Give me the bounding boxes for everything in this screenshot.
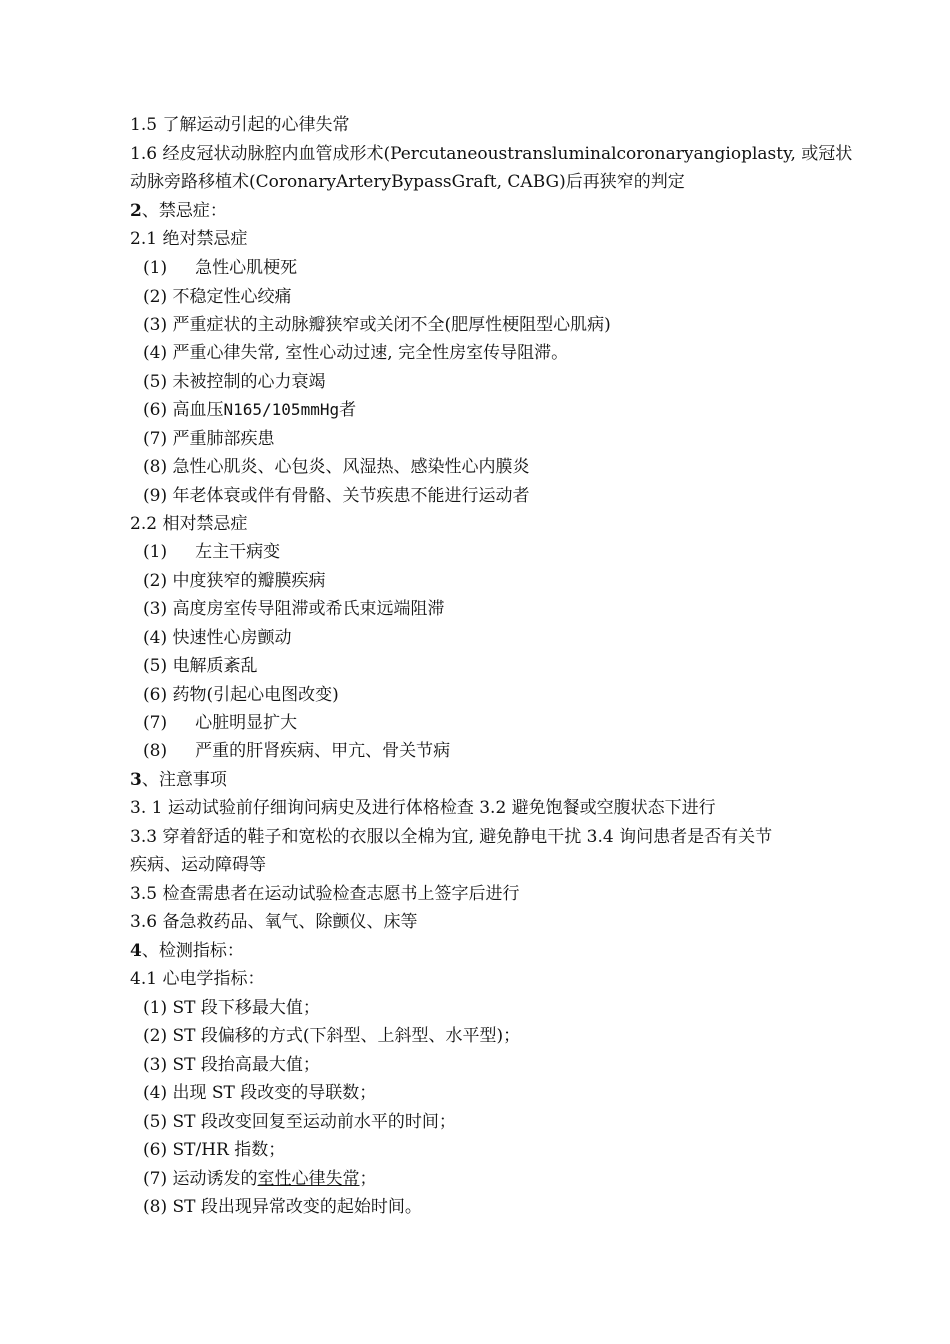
item-number: (3) — [143, 599, 168, 619]
rel-item-7 — [143, 713, 297, 733]
item-number: (4) — [143, 628, 168, 648]
item-text: 出现 ST 段改变的导联数； — [172, 1083, 377, 1103]
abs-item-4 — [143, 343, 568, 363]
item-number: (7) — [143, 713, 168, 733]
item-number: (3) — [143, 315, 168, 335]
abs-item-7 — [143, 429, 275, 449]
abs-item-2 — [143, 287, 292, 307]
rel-item-5 — [143, 656, 258, 676]
rel-item-6 — [143, 685, 339, 705]
blood-pressure-value: N165/105mmHg — [223, 400, 340, 419]
item-number: (8) — [143, 1197, 168, 1217]
heading-number: 3 — [130, 770, 142, 790]
item-number: (4) — [143, 1083, 168, 1103]
abs-item-6 — [143, 400, 356, 420]
line-1-5: 1.5 了解运动引起的心律失常 — [130, 115, 350, 135]
item-number: (1) — [143, 542, 168, 562]
item-text: 急性心肌梗死 — [195, 258, 298, 278]
item-text: 中度狭窄的瓣膜疾病 — [172, 571, 326, 591]
item-text-suffix: 者 — [339, 400, 357, 420]
line-3-3-part2: 疾病、运动障碍等 — [130, 855, 266, 875]
item-text: 急性心肌炎、心包炎、风湿热、感染性心内膜炎 — [172, 457, 530, 477]
item-text: 严重心律失常, 室性心动过速, 完全性房室传导阻滞。 — [172, 343, 569, 363]
item-text: 心脏明显扩大 — [195, 713, 298, 733]
item-number: (6) — [143, 1140, 168, 1160]
subheading-absolute: 2.1 绝对禁忌症 — [130, 229, 248, 249]
subheading-relative: 2.2 相对禁忌症 — [130, 514, 248, 534]
item-text: 高血压 — [172, 400, 224, 420]
heading-indicators — [130, 941, 244, 961]
item-number: (8) — [143, 457, 168, 477]
ecg-item-5 — [143, 1112, 456, 1132]
ecg-item-7 — [143, 1169, 377, 1189]
line-1-6-part1: 1.6 经皮冠状动脉腔内血管成形术(Percutaneoustransluminalcoronaryangioplasty, 或冠状 — [130, 144, 853, 164]
heading-contraindications — [130, 201, 227, 221]
item-text: 严重肺部疾患 — [172, 429, 275, 449]
rel-item-3 — [143, 599, 445, 619]
item-text: 高度房室传导阻滞或希氏束远端阻滞 — [172, 599, 445, 619]
abs-item-5 — [143, 372, 326, 392]
ecg-item-6 — [143, 1140, 285, 1160]
item-text: 严重的肝肾疾病、甲亢、骨关节病 — [195, 741, 451, 761]
ecg-item-4 — [143, 1083, 376, 1103]
item-number: (8) — [143, 741, 168, 761]
item-number: (6) — [143, 400, 168, 420]
item-number: (5) — [143, 1112, 168, 1132]
item-text: 运动诱发的 — [172, 1169, 258, 1189]
item-text: ST 段抬高最大值； — [172, 1055, 320, 1075]
item-text: 左主干病变 — [195, 542, 281, 562]
item-number: (3) — [143, 1055, 168, 1075]
item-text: ST 段偏移的方式(下斜型、上斜型、水平型)； — [172, 1026, 521, 1046]
ecg-item-2 — [143, 1026, 520, 1046]
item-number: (9) — [143, 486, 168, 506]
rel-item-2 — [143, 571, 326, 591]
rel-item-4 — [143, 628, 292, 648]
heading-text: 、检测指标： — [141, 941, 244, 961]
heading-text: 、禁忌症： — [141, 201, 227, 221]
abs-item-9 — [143, 486, 530, 506]
item-number: (1) — [143, 258, 168, 278]
item-number: (6) — [143, 685, 168, 705]
item-text: 未被控制的心力衰竭 — [172, 372, 326, 392]
rel-item-8 — [143, 741, 450, 761]
item-text: ST 段改变回复至运动前水平的时间； — [172, 1112, 456, 1132]
item-text-suffix: ； — [359, 1169, 377, 1189]
line-3-6: 3.6 备急救药品、氧气、除颤仪、床等 — [130, 912, 418, 932]
item-number: (1) — [143, 998, 168, 1018]
ecg-item-8 — [143, 1197, 422, 1217]
item-number: (2) — [143, 287, 168, 307]
item-number: (2) — [143, 571, 168, 591]
line-1-6-part2: 动脉旁路移植术(CoronaryArteryBypassGraft, CABG)后再狭窄的判定 — [130, 172, 685, 192]
line-3-3-part1: 3.3 穿着舒适的鞋子和宽松的衣服以全棉为宜, 避免静电干扰 3.4 询问患者是否有关节 — [130, 827, 773, 847]
subheading-ecg: 4.1 心电学指标： — [130, 969, 265, 989]
rel-item-1 — [143, 542, 280, 562]
item-number: (7) — [143, 1169, 168, 1189]
item-text: ST/HR 指数； — [172, 1140, 286, 1160]
underlined-term: 室性心律失常 — [257, 1169, 360, 1189]
ecg-item-1 — [143, 998, 320, 1018]
item-number: (5) — [143, 656, 168, 676]
line-3-1: 3. 1 运动试验前仔细询问病史及进行体格检查 3.2 避免饱餐或空腹状态下进行 — [130, 798, 716, 818]
abs-item-3 — [143, 315, 611, 335]
line-3-5: 3.5 检查需患者在运动试验检查志愿书上签字后进行 — [130, 884, 520, 904]
item-number: (4) — [143, 343, 168, 363]
item-text: 药物(引起心电图改变) — [172, 685, 339, 705]
item-text: 快速性心房颤动 — [172, 628, 292, 648]
item-text: ST 段下移最大值； — [172, 998, 320, 1018]
item-text: 严重症状的主动脉瓣狭窄或关闭不全(肥厚性梗阻型心肌病) — [172, 315, 611, 335]
abs-item-8 — [143, 457, 530, 477]
item-text: 不稳定性心绞痛 — [172, 287, 292, 307]
item-number: (7) — [143, 429, 168, 449]
ecg-item-3 — [143, 1055, 320, 1075]
heading-number: 2 — [130, 201, 142, 221]
item-text: ST 段出现异常改变的起始时间。 — [172, 1197, 422, 1217]
heading-precautions — [130, 770, 227, 790]
item-number: (5) — [143, 372, 168, 392]
item-text: 年老体衰或伴有骨骼、关节疾患不能进行运动者 — [172, 486, 530, 506]
item-number: (2) — [143, 1026, 168, 1046]
heading-number: 4 — [130, 941, 142, 961]
item-text: 电解质紊乱 — [172, 656, 258, 676]
heading-text: 、注意事项 — [141, 770, 227, 790]
abs-item-1 — [143, 258, 297, 278]
